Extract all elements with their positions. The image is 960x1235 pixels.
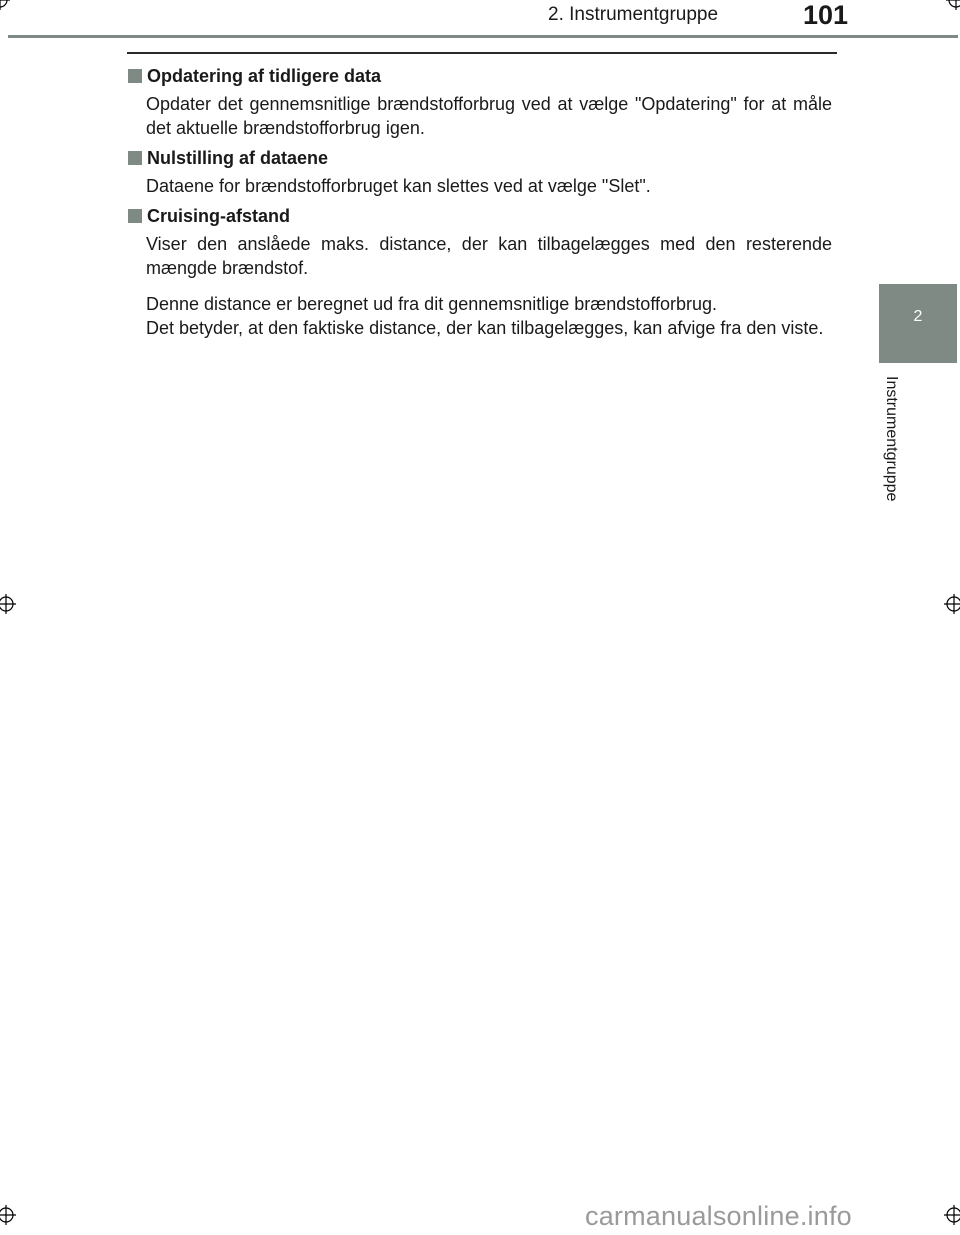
content-top-rule xyxy=(127,52,837,54)
section-heading-text: Opdatering af tidligere data xyxy=(147,66,382,86)
section-paragraph: Dataene for brændstofforbruget kan slettes ved at vælge "Slet". xyxy=(146,176,651,196)
main-content xyxy=(127,64,832,346)
crop-mark-icon xyxy=(0,594,16,614)
square-bullet-icon xyxy=(128,151,142,165)
square-bullet-icon xyxy=(128,69,142,83)
section-opdatering xyxy=(127,64,832,140)
chapter-tab xyxy=(879,284,957,363)
page-number: 101 xyxy=(803,0,849,30)
section-paragraph: Det betyder, at den faktiske distance, der kan tilbagelægges, kan afvige fra den viste. xyxy=(146,318,824,338)
square-bullet-icon xyxy=(128,209,142,223)
crop-mark-icon xyxy=(946,0,960,10)
watermark-text: carmanualsonline.info xyxy=(585,1201,852,1231)
section-paragraph: Denne distance er beregnet ud fra dit gennemsnitlige brændstofforbrug. xyxy=(146,294,718,314)
running-header-section-title: 2. Instrumentgruppe xyxy=(548,4,719,25)
section-paragraph: Opdater det gennemsnitlige brændstofforbrug ved at vælge "Opdatering" for at måle det aktuelle brændstofforbrug igen. xyxy=(146,94,832,138)
header-rule xyxy=(8,35,958,38)
section-paragraph: Viser den anslåede maks. distance, der kan tilbagelægges med den resterende mængde brændstof. xyxy=(146,234,832,278)
chapter-tab-number: 2 xyxy=(913,308,923,325)
chapter-side-label: Instrumentgruppe xyxy=(883,376,900,502)
crop-mark-icon xyxy=(0,1205,16,1225)
crop-mark-icon xyxy=(944,594,960,614)
section-heading xyxy=(127,204,832,228)
section-heading-text: Cruising-afstand xyxy=(147,206,291,226)
crop-mark-icon xyxy=(944,1205,960,1225)
crop-mark-icon xyxy=(0,0,10,10)
section-heading-text: Nulstilling af dataene xyxy=(147,148,329,168)
section-heading xyxy=(127,146,832,170)
section-cruising-afstand xyxy=(127,204,832,340)
section-nulstilling xyxy=(127,146,832,198)
section-heading xyxy=(127,64,832,88)
